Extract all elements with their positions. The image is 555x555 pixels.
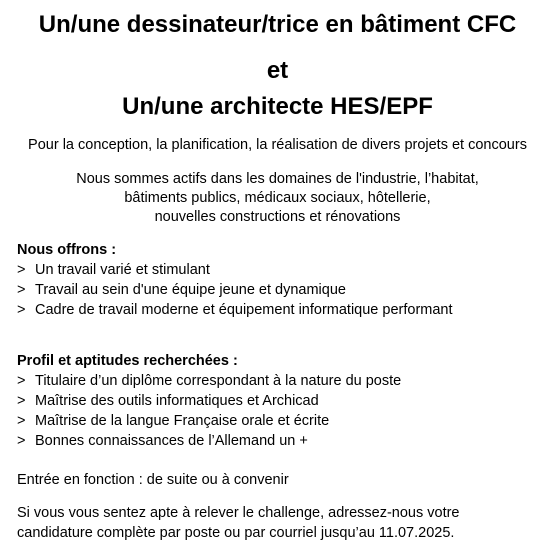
domains-text: [0, 170, 555, 227]
offers-heading: Nous offrons :: [17, 242, 117, 258]
profile-section: [17, 351, 547, 451]
list-item-text: Maîtrise de la langue Française orale et écrite: [35, 413, 330, 429]
offers-list: [17, 260, 547, 320]
bullet-marker: >: [17, 282, 26, 298]
list-item-text: Bonnes connaissances de l’Allemand un +: [35, 433, 308, 449]
closing-text: [17, 503, 547, 543]
list-item-text: Titulaire d’un diplôme correspondant à la nature du poste: [35, 373, 402, 389]
profile-heading: Profil et aptitudes recherchées :: [17, 353, 238, 369]
closing-line-2: candidature complète par poste ou par courriel jusqu’au 11.07.2025.: [17, 525, 455, 541]
offers-section: [17, 240, 547, 320]
domains-line-1: Nous sommes actifs dans les domaines de l'industrie, l’habitat,: [76, 171, 479, 187]
title-draftsman: Un/une dessinateur/trice en bâtiment CFC: [38, 11, 517, 38]
start-date-text: Entrée en fonction : de suite ou à convenir: [17, 472, 289, 488]
list-item: [17, 280, 547, 300]
list-item-text: Maîtrise des outils informatiques et Archicad: [35, 393, 319, 409]
list-item-text: Travail au sein d'une équipe jeune et dynamique: [35, 282, 346, 298]
title-conjunction: et: [266, 57, 289, 84]
profile-list: [17, 371, 547, 451]
bullet-marker: >: [17, 393, 26, 409]
list-item: [17, 371, 547, 391]
list-item: [17, 391, 547, 411]
title-architect: Un/une architecte HES/EPF: [122, 93, 433, 120]
bullet-marker: >: [17, 373, 26, 389]
list-item-text: Cadre de travail moderne et équipement informatique performant: [35, 302, 453, 318]
list-item: [17, 300, 547, 320]
list-item: [17, 411, 547, 431]
closing-line-1: Si vous vous sentez apte à relever le challenge, adressez-nous votre: [17, 505, 460, 521]
lead-text: Pour la conception, la planification, la réalisation de divers projets et concours: [28, 137, 527, 153]
list-item: [17, 431, 547, 451]
bullet-marker: >: [17, 413, 26, 429]
list-item-text: Un travail varié et stimulant: [35, 262, 210, 278]
bullet-marker: >: [17, 433, 26, 449]
list-item: [17, 260, 547, 280]
bullet-marker: >: [17, 262, 26, 278]
domains-line-3: nouvelles constructions et rénovations: [154, 209, 401, 225]
domains-line-2: bâtiments publics, médicaux sociaux, hôtellerie,: [124, 190, 431, 206]
bullet-marker: >: [17, 302, 26, 318]
